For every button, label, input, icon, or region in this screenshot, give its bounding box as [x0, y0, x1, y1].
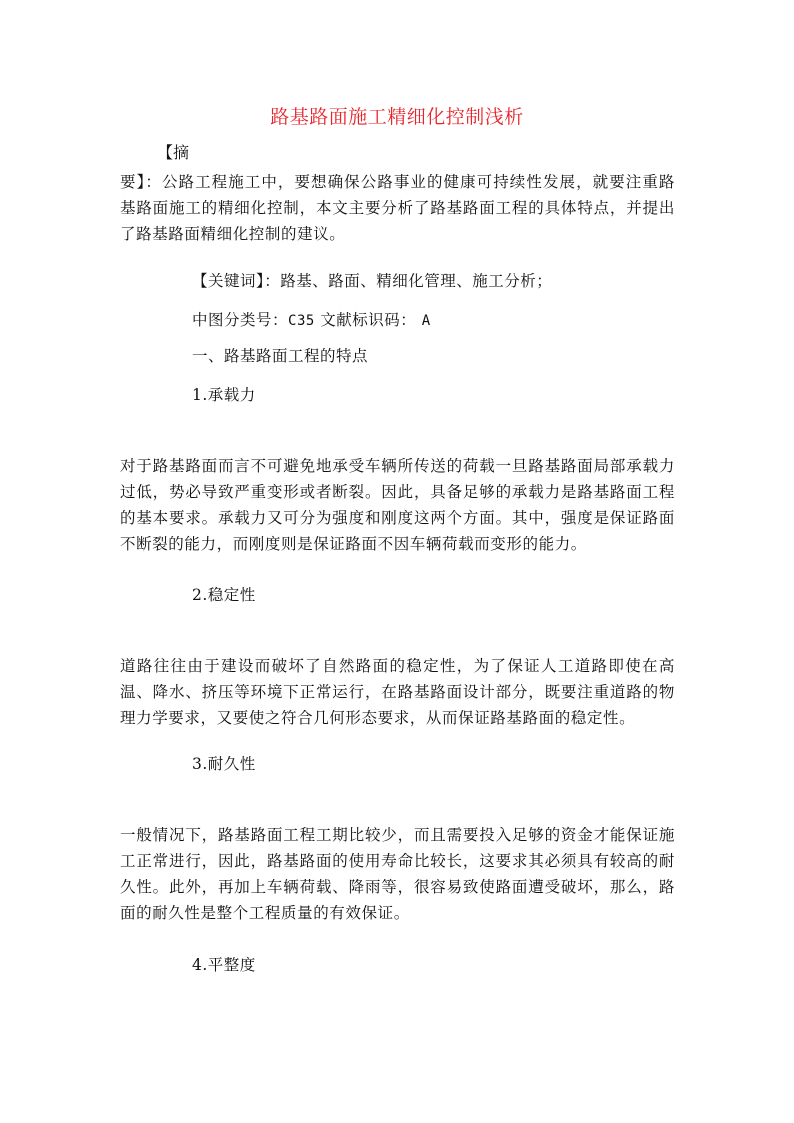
classification-label: 中图分类号： — [192, 311, 289, 329]
classification-code: C35 — [288, 313, 315, 329]
subheading-flatness: 4.平整度 — [192, 956, 256, 974]
subheading-durability: 3.耐久性 — [192, 755, 256, 773]
section-heading: 一、路基路面工程的特点 — [192, 347, 369, 365]
document-title: 路基路面施工精细化控制浅析 — [270, 106, 524, 128]
subheading-bearing-capacity: 1.承载力 — [192, 386, 256, 404]
subheading-stability: 2.稳定性 — [192, 586, 256, 604]
classification-line — [192, 309, 431, 332]
paragraph-bearing-capacity: 对于路基路面而言不可避免地承受车辆所传送的荷载一旦路基路面局部承载力过低，势必导致严重变形或者断裂。因此，具备足够的承载力是路基路面工程的基本要求。承载力又可分为强度和刚度这两个方面。其中，强度是保证路面不断裂的能力，而刚度则是保证路面不因车辆荷载而变形的能力。 — [120, 457, 675, 553]
abstract-paragraph: 要】：公路工程施工中，要想确保公路事业的健康可持续性发展，就要注重路基路面施工的精细化控制，本文主要分析了路基路面工程的具体特点，并提出了路基路面精细化控制的建议。 — [120, 173, 675, 243]
keywords-line: 【关键词】：路基、路面、精细化管理、施工分析； — [192, 272, 553, 290]
paragraph-durability: 一般情况下，路基路面工程工期比较少，而且需要投入足够的资金才能保证施工正常进行，因此，路基路面的使用寿命比较长，这要求其必须具有较高的耐久性。此外，再加上车辆荷载、降雨等，很容易致使路面遭受破坏，那么，路面的耐久性是整个工程质量的有效保证。 — [120, 826, 675, 922]
abstract-bracket: 【摘 — [157, 143, 190, 162]
paragraph-stability: 道路往往由于建设而破坏了自然路面的稳定性，为了保证人工道路即使在高温、降水、挤压等环境下正常运行，在路基路面设计部分，既要注重道路的物理力学要求，又要使之符合几何形态要求，从而保证路基路面的稳定性。 — [120, 657, 675, 727]
doc-id-code: A — [421, 313, 431, 329]
doc-id-label: 文献标识码： — [320, 311, 417, 329]
